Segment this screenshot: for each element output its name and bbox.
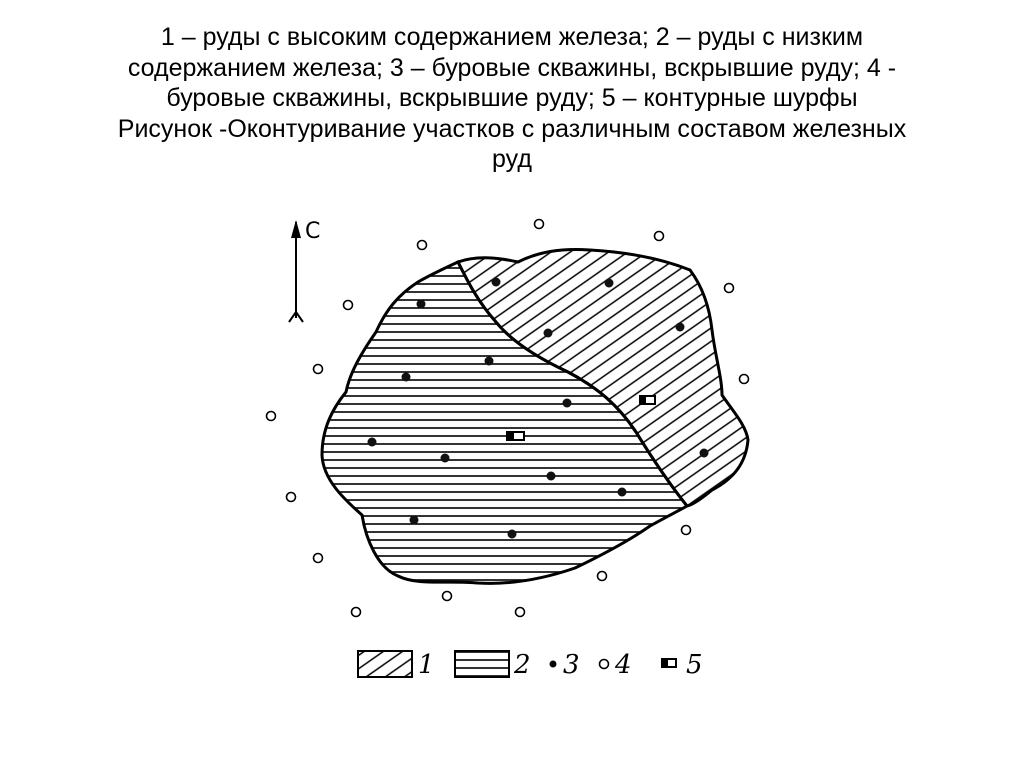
legend-symbol-open-circle: [600, 660, 609, 669]
legend-swatch-horizontal-hatch: [455, 651, 509, 677]
open-borehole-marker: [287, 493, 296, 502]
legend: [358, 650, 703, 680]
open-borehole-marker: [418, 241, 427, 250]
open-borehole-marker: [267, 412, 276, 421]
filled-borehole-marker: [547, 472, 556, 481]
open-borehole-marker: [682, 526, 691, 535]
filled-borehole-marker: [618, 488, 627, 497]
contour-pit-marker: [640, 396, 646, 404]
open-borehole-marker: [740, 375, 749, 384]
filled-borehole-marker: [417, 300, 426, 309]
filled-borehole-marker: [544, 329, 553, 338]
filled-borehole-marker: [676, 323, 685, 332]
open-borehole-marker: [443, 592, 452, 601]
filled-borehole-marker: [441, 454, 450, 463]
north-arrow: [289, 219, 320, 322]
caption-line-3: буровые скважины, вскрывшие руду; 5 – контурные шурфы: [166, 84, 858, 112]
legend-label-5: 5: [686, 650, 703, 680]
legend-label-1: 1: [418, 650, 435, 680]
legend-label-4: 4: [615, 650, 632, 680]
filled-borehole-marker: [402, 373, 411, 382]
north-label: С: [305, 219, 321, 244]
open-borehole-marker: [535, 220, 544, 229]
open-borehole-marker: [725, 284, 734, 293]
caption-line-5: руд: [492, 145, 532, 173]
filled-borehole-marker: [700, 449, 709, 458]
filled-borehole-marker: [563, 399, 572, 408]
filled-borehole-marker: [605, 279, 614, 288]
filled-borehole-marker: [508, 530, 517, 539]
contour-pit-marker: [507, 432, 514, 440]
filled-borehole-marker: [492, 278, 501, 287]
filled-borehole-marker: [485, 357, 494, 366]
legend-swatch-diagonal-hatch: [358, 651, 412, 677]
filled-borehole-marker: [368, 438, 377, 447]
legend-label-2: 2: [514, 650, 531, 680]
filled-borehole-marker: [410, 516, 419, 525]
caption-line-4: Рисунок -Оконтуривание участков с различным составом железных: [117, 114, 907, 143]
open-borehole-marker: [516, 608, 525, 617]
caption-line-2: содержанием железа; 3 – буровые скважины, вскрывшие руду; 4 -: [127, 53, 897, 82]
legend-label-3: 3: [563, 650, 580, 680]
open-borehole-marker: [314, 554, 323, 563]
open-borehole-marker: [314, 365, 323, 374]
open-borehole-marker: [352, 608, 361, 617]
open-borehole-marker: [598, 572, 607, 581]
legend-symbol-filled-dot: [550, 661, 557, 668]
caption-line-1: 1 – руды с высоким содержанием железа; 2 – руды с низким: [160, 23, 864, 51]
open-borehole-marker: [655, 232, 664, 241]
open-borehole-marker: [344, 301, 353, 310]
